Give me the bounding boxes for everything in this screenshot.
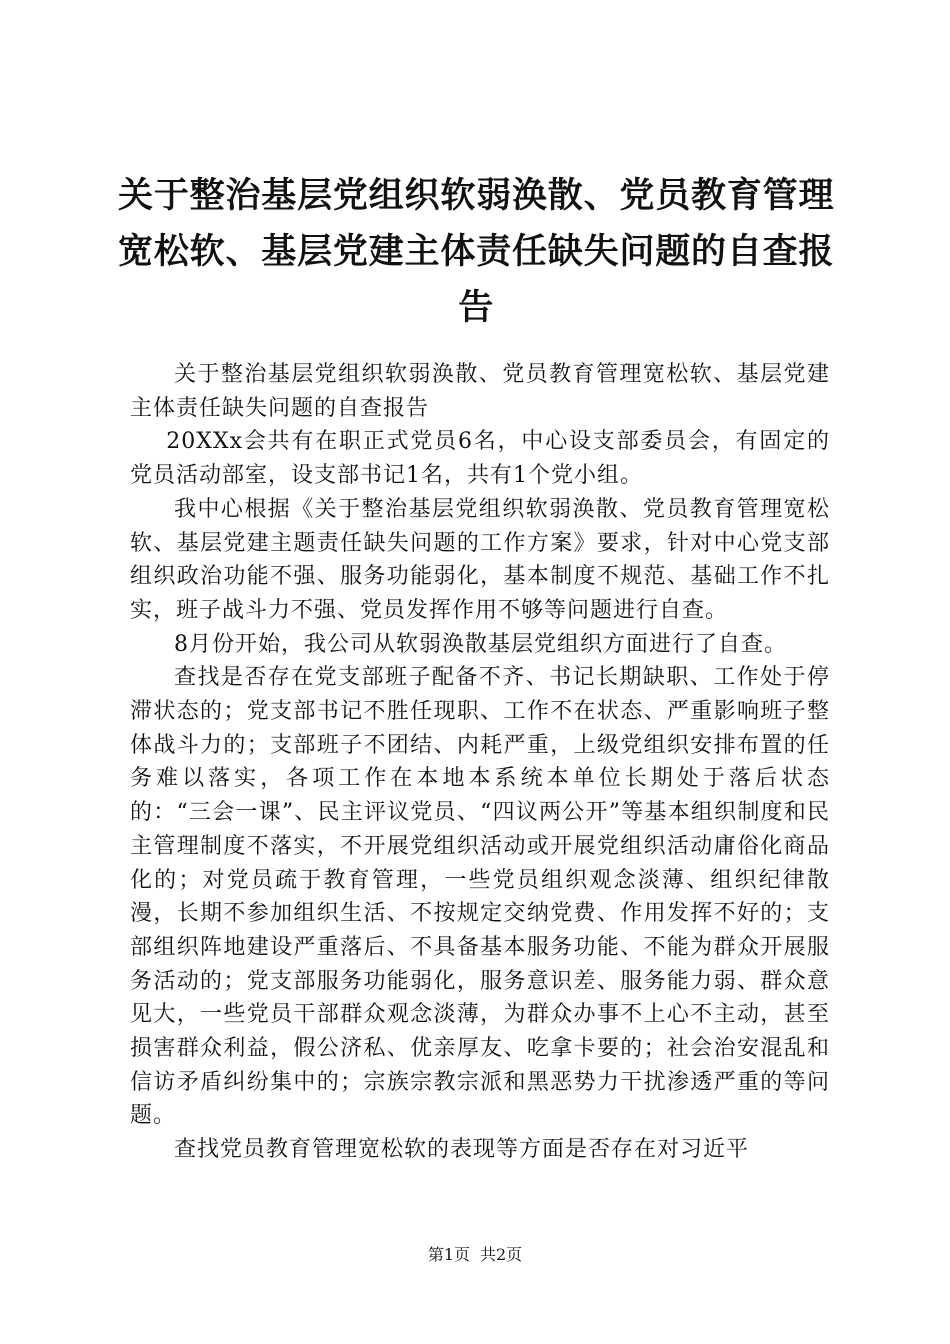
paragraph-august-start: 8月份开始，我公司从软弱涣散基层党组织方面进行了自查。 bbox=[174, 631, 787, 657]
paragraph-basis: 我中心根据《关于整治基层党组织软弱涣散、党员教育管理宽松软、基层党建主题责任缺失问题的工作方案》要求，针对中心党支部组织政治功能不强、服务功能弱化，基本制度不规范、基础工作不扎实，班子战斗力不强、党员发挥作用不够等问题进行自查。 bbox=[130, 496, 830, 623]
page-footer bbox=[0, 1244, 950, 1266]
paragraph-education-management: 查找党员教育管理宽松软的表现等方面是否存在对习近平 bbox=[174, 1137, 750, 1163]
paragraph-inspection-items: 查找是否存在党支部班子配备不齐、书记长期缺职、工作处于停滞状态的；党支部书记不胜任现职、工作不在状态、严重影响班子整体战斗力的；支部班子不团结、内耗严重，上级党组织安排布置的任务难以落实，各项工作在本地本系统本单位长期处于落后状态的：“三会一课”、民主评议党员、“四议两公开”等基本组织制度和民主管理制度不落实，不开展党组织活动或开展党组织活动庸俗化商品化的；对党员疏于教育管理，一些党员组织观念淡薄、组织纪律散漫，长期不参加组织生活、不按规定交纳党费、作用发挥不好的；支部组织阵地建设严重落后、不具备基本服务功能、不能为群众开展服务活动的；党支部服务功能弱化，服务意识差、服务能力弱、群众意见大，一些党员干部群众观念淡薄，为群众办事不上心不主动，甚至损害群众利益，假公济私、优亲厚友、吃拿卡要的；社会治安混乱和信访矛盾纠纷集中的；宗族宗教宗派和黑恶势力干扰渗透严重的等问题。 bbox=[130, 665, 830, 1129]
paragraph-title-repeat: 关于整治基层党组织软弱涣散、党员教育管理宽松软、基层党建主体责任缺失问题的自查报告 bbox=[130, 362, 830, 421]
page-number-current: 第1页 bbox=[427, 1245, 470, 1264]
document-title: 关于整治基层党组织软弱涣散、党员教育管理宽松软、基层党建主体责任缺失问题的自查报告 bbox=[118, 175, 834, 328]
paragraph-membership: 20XXx会共有在职正式党员6名，中心设支部委员会，有固定的党员活动部室，设支部书记1名，共有1个党小组。 bbox=[130, 429, 830, 489]
page-number-total: 共2页 bbox=[480, 1245, 523, 1264]
document-body bbox=[130, 358, 830, 1167]
